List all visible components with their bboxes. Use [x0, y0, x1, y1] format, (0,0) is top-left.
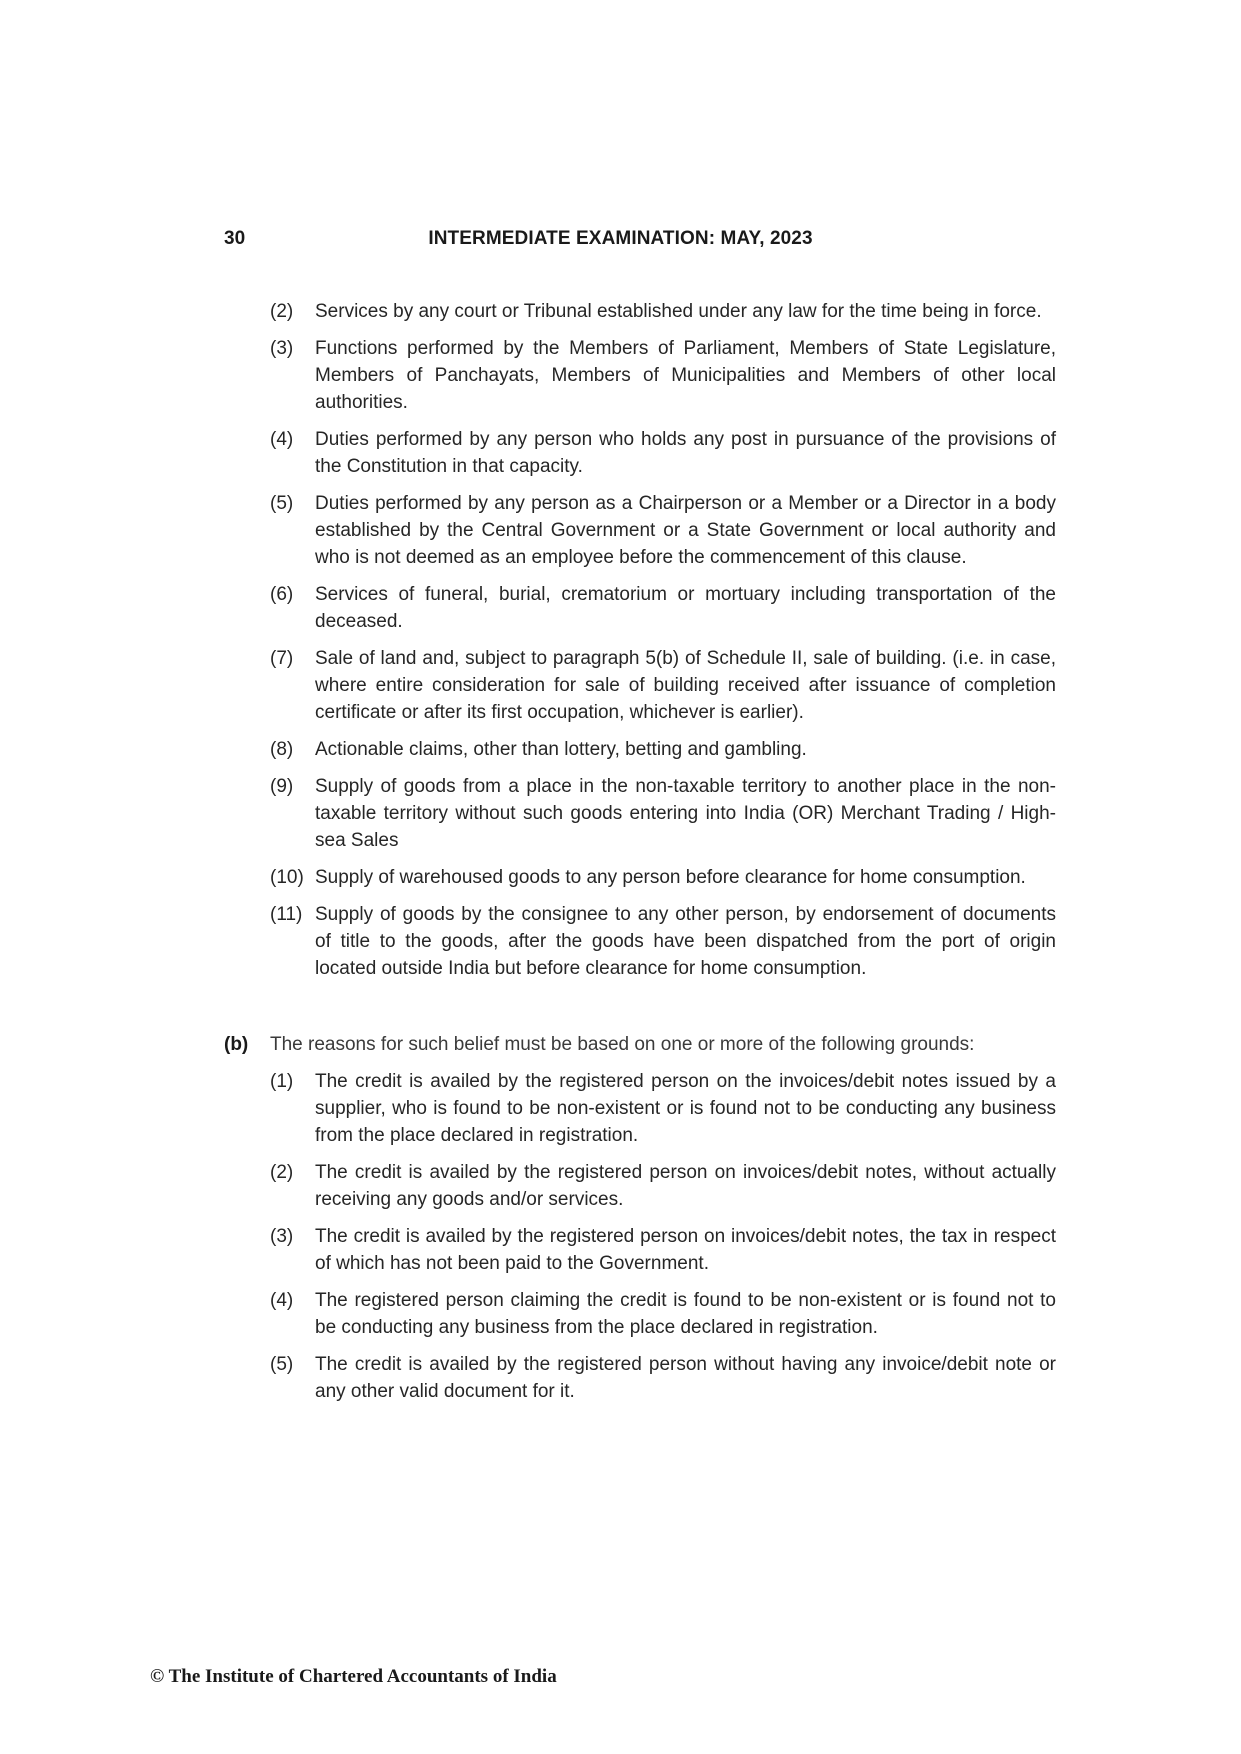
item-text: Duties performed by any person who holds any post in pursuance of the provisions of the Constitution in that capacity. [315, 429, 1056, 477]
item-number: (10) [270, 867, 304, 888]
page-number: 30 [224, 228, 246, 249]
item-number: (3) [270, 338, 294, 359]
item-text: Services by any court or Tribunal established under any law for the time being in force. [315, 301, 1042, 322]
item-text: The registered person claiming the credit is found to be non-existent or is found not to be conducting any business from the place declared in registration. [315, 1290, 1056, 1338]
belief-grounds-list [270, 1068, 1056, 1405]
item-text: Functions performed by the Members of Parliament, Members of State Legislature, Members of Panchayats, Members of Municipalities and Members of other local authorities. [315, 338, 1056, 413]
list-item [270, 736, 1056, 763]
exempt-supplies-list [270, 298, 1056, 982]
item-number: (8) [270, 739, 294, 760]
list-item [270, 1159, 1056, 1213]
section-b-label: (b) [224, 1034, 249, 1055]
list-item [270, 1068, 1056, 1149]
page-title: INTERMEDIATE EXAMINATION: MAY, 2023 [428, 228, 813, 249]
item-number: (4) [270, 1290, 294, 1311]
list-item [270, 298, 1056, 325]
section-b-intro: The reasons for such belief must be based on one or more of the following grounds: [270, 1034, 975, 1055]
item-text: The credit is availed by the registered person on invoices/debit notes, the tax in respect of which has not been paid to the Government. [315, 1226, 1056, 1274]
list-item [270, 864, 1056, 891]
list-item [270, 581, 1056, 635]
item-number: (3) [270, 1226, 294, 1247]
item-number: (4) [270, 429, 294, 450]
list-item [270, 1223, 1056, 1277]
list-item [270, 426, 1056, 480]
item-text: Supply of warehoused goods to any person before clearance for home consumption. [315, 867, 1026, 888]
item-number: (11) [270, 904, 303, 925]
item-number: (5) [270, 493, 294, 514]
item-text: Supply of goods by the consignee to any other person, by endorsement of documents of title to the goods, after the goods have been dispatched from the port of origin located outside India but before clearance for home consumption. [315, 904, 1056, 979]
item-text: Services of funeral, burial, crematorium or mortuary including transportation of the deceased. [315, 584, 1056, 632]
list-item [270, 773, 1056, 854]
item-text: Duties performed by any person as a Chairperson or a Member or a Director in a body established by the Central Government or a State Government or local authority and who is not deemed as an employee before the commencement of this clause. [315, 493, 1056, 568]
item-number: (6) [270, 584, 294, 605]
item-number: (5) [270, 1354, 294, 1375]
list-item [270, 490, 1056, 571]
item-number: (2) [270, 301, 294, 322]
item-text: Sale of land and, subject to paragraph 5(b) of Schedule II, sale of building. (i.e. in case, where entire consideration for sale of building received after issuance of completion certificate or after its first occupation, whichever is earlier). [315, 648, 1056, 723]
list-item [270, 1287, 1056, 1341]
footer-copyright: © The Institute of Chartered Accountants of India [150, 1666, 557, 1687]
item-text: The credit is availed by the registered person on the invoices/debit notes issued by a supplier, who is found to be non-existent or is found not to be conducting any business from the place declared in registration. [315, 1071, 1056, 1146]
list-item [270, 335, 1056, 416]
list-item [270, 901, 1056, 982]
item-number: (2) [270, 1162, 294, 1183]
item-number: (1) [270, 1071, 294, 1092]
item-text: The credit is availed by the registered person on invoices/debit notes, without actually receiving any goods and/or services. [315, 1162, 1056, 1210]
item-number: (9) [270, 776, 294, 797]
item-number: (7) [270, 648, 294, 669]
item-text: The credit is availed by the registered person without having any invoice/debit note or any other valid document for it. [315, 1354, 1056, 1402]
list-item [270, 645, 1056, 726]
item-text: Supply of goods from a place in the non-taxable territory to another place in the non-taxable territory without such goods entering into India (OR) Merchant Trading / High-sea Sales [315, 776, 1056, 851]
list-item [270, 1351, 1056, 1405]
item-text: Actionable claims, other than lottery, betting and gambling. [315, 739, 807, 760]
